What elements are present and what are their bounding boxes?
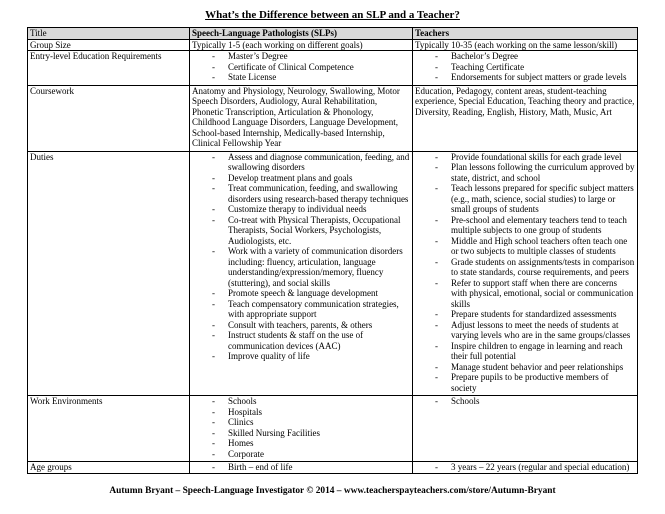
list-item: - Instruct students & staff on the use of communication devices (AAC) (192, 330, 410, 351)
list-item: - State License (192, 72, 410, 83)
list-item: - Master’s Degree (192, 51, 410, 62)
list-item: - Schools (415, 396, 635, 407)
list-item: - Work with a variety of communication disorders including: fluency, articulation, language understanding/expression/memory, fluency (stuttering), and social skills (192, 246, 410, 288)
teacher-cell: Education, Pedagogy, content areas, student-teaching experience, Special Education, Teaching theory and practice, Diversity, Reading, English, History, Math, Music, Art (413, 85, 638, 151)
list-item: - Customize therapy to individual needs (192, 204, 410, 215)
list-item: - Manage student behavior and peer relationships (415, 362, 635, 373)
comparison-table (27, 27, 638, 474)
list-item: - Teaching Certificate (415, 62, 635, 73)
teacher-age-list (415, 462, 635, 473)
row-label: Group Size (28, 39, 190, 51)
slp-cell (190, 151, 413, 396)
slp-cell: Typically 1-5 (each working on different goals) (190, 39, 413, 51)
list-item: - Promote speech & language development (192, 288, 410, 299)
list-item: - Inspire children to engage in learning and reach their full potential (415, 341, 635, 362)
slp-cell (190, 396, 413, 462)
footer-credit: Autumn Bryant – Speech-Language Investigator © 2014 – www.teacherspayteachers.com/store/Autumn-Bryant (109, 486, 556, 496)
page-title: What’s the Difference between an SLP and a Teacher? (205, 9, 460, 21)
header-title: Title (28, 28, 190, 40)
list-item: - Bachelor’s Degree (415, 51, 635, 62)
slp-education-list (192, 51, 410, 83)
list-item: - Adjust lessons to meet the needs of students at varying levels who are in the same groups/classes (415, 320, 635, 341)
list-item: - Clinics (192, 417, 410, 428)
slp-cell: Anatomy and Physiology, Neurology, Swallowing, Motor Speech Disorders, Audiology, Aural Rehabilitation, Phonetic Transcription, Articulation & Phonology, Childhood Language Disorders, Language Development, School-based Internship, Medically-based Internship, Clinical Fellowship Year (190, 85, 413, 151)
slp-cell (190, 51, 413, 86)
list-item: - Teach compensatory communication strategies, with appropriate support (192, 299, 410, 320)
list-item: - Plan lessons following the curriculum approved by state, district, and school (415, 162, 635, 183)
list-item: - Homes (192, 438, 410, 449)
row-label: Coursework (28, 85, 190, 151)
list-item: - Grade students on assignments/tests in comparison to state standards, course requirements, and peers (415, 257, 635, 278)
row-coursework (28, 85, 638, 151)
row-label: Entry-level Education Requirements (28, 51, 190, 86)
teacher-cell (413, 462, 638, 474)
list-item: - Middle and High school teachers often teach one or two subjects to multiple classes of students (415, 236, 635, 257)
teacher-cell (413, 151, 638, 396)
list-item: - Certificate of Clinical Competence (192, 62, 410, 73)
row-work-environments (28, 396, 638, 462)
teacher-work-list (415, 396, 635, 407)
list-item: - Prepare students for standardized assessments (415, 309, 635, 320)
list-item: - Provide foundational skills for each grade level (415, 152, 635, 163)
row-group-size (28, 39, 638, 51)
row-age-groups (28, 462, 638, 474)
slp-work-list (192, 396, 410, 459)
list-item: - Treat communication, feeding, and swallowing disorders using research-based therapy techniques (192, 183, 410, 204)
list-item: - Assess and diagnose communication, feeding, and swallowing disorders (192, 152, 410, 173)
list-item: - Prepare pupils to be productive members of society (415, 372, 635, 393)
list-item: - Hospitals (192, 407, 410, 418)
list-item: - Teach lessons prepared for specific subject matters (e.g., math, science, social studies) to large or small groups of students (415, 183, 635, 215)
row-label: Age groups (28, 462, 190, 474)
teacher-cell: Typically 10-35 (each working on the same lesson/skill) (413, 39, 638, 51)
header-slp: Speech-Language Pathologists (SLPs) (190, 28, 413, 40)
list-item: - Schools (192, 396, 410, 407)
list-item: - Birth – end of life (192, 462, 410, 473)
slp-age-list (192, 462, 410, 473)
row-label: Work Environments (28, 396, 190, 462)
list-item: - 3 years – 22 years (regular and special education) (415, 462, 635, 473)
row-label: Duties (28, 151, 190, 396)
list-item: - Consult with teachers, parents, & others (192, 320, 410, 331)
header-teachers: Teachers (413, 28, 638, 40)
list-item: - Develop treatment plans and goals (192, 173, 410, 184)
teacher-education-list (415, 51, 635, 83)
list-item: - Improve quality of life (192, 351, 410, 362)
teacher-cell (413, 396, 638, 462)
row-education (28, 51, 638, 86)
list-item: - Corporate (192, 449, 410, 460)
header-row (28, 28, 638, 40)
list-item: - Skilled Nursing Facilities (192, 428, 410, 439)
list-item: - Refer to support staff when there are concerns with physical, emotional, social or communication skills (415, 278, 635, 310)
teacher-duties-list (415, 152, 635, 394)
teacher-cell (413, 51, 638, 86)
list-item: - Pre-school and elementary teachers tend to teach multiple subjects to one group of students (415, 215, 635, 236)
list-item: - Endorsements for subject matters or grade levels (415, 72, 635, 83)
list-item: - Co-treat with Physical Therapists, Occupational Therapists, Social Workers, Psychologists, Audiologists, etc. (192, 215, 410, 247)
row-duties (28, 151, 638, 396)
slp-cell (190, 462, 413, 474)
slp-duties-list (192, 152, 410, 362)
